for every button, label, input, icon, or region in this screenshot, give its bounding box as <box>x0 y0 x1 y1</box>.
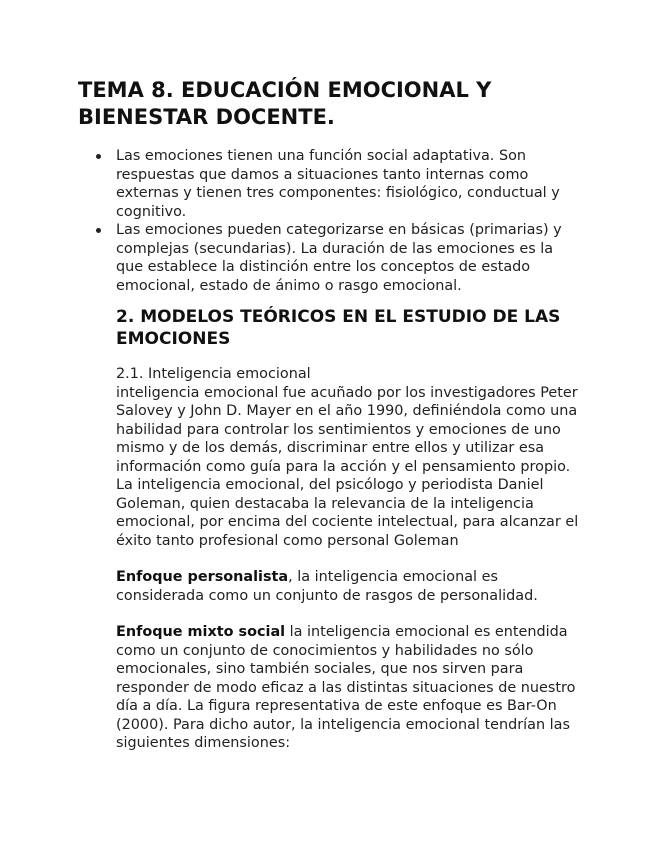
mixto-label: Enfoque mixto social <box>116 624 286 640</box>
mixto-text: la inteligencia emocional es entendida como un conjunto de conocimientos y habilidades no sólo emocionales, sino también sociales, que nos sirven para responder de modo eficaz a las distintas situaciones de nuestro día a día. La figura representativa de este enfoque es Bar-On (2000). Para dicho autor, la inteligencia emocional tendrían las siguientes dimensiones: <box>116 624 576 751</box>
list-item: Las emociones tienen una función social adaptativa. Son respuestas que damos a situaciones tanto internas como externas y tienen tres componentes: fisiológico, conductual y cognitivo. <box>116 147 576 221</box>
paragraph-mixto <box>116 623 581 753</box>
personalista-text: , la inteligencia emocional es considerada como un conjunto de rasgos de personalidad. <box>116 569 538 604</box>
document-title: TEMA 8. EDUCACIÓN EMOCIONAL Y BIENESTAR DOCENTE. <box>78 78 492 129</box>
section-heading: 2. MODELOS TEÓRICOS EN EL ESTUDIO DE LAS EMOCIONES <box>116 307 561 349</box>
paragraph-goleman: La inteligencia emocional, del psicólogo y periodista Daniel Goleman, quien destacaba la relevancia de la inteligencia emocional, por encima del cociente intelectual, para alcanzar el éxito tanto profesional como personal Goleman <box>116 477 579 549</box>
paragraph-personalista <box>116 568 581 605</box>
subsection-title: 2.1. Inteligencia emocional <box>116 366 311 382</box>
section-body <box>116 365 581 753</box>
list-item: Las emociones pueden categorizarse en básicas (primarias) y complejas (secundarias). La duración de las emociones es la que establece la distinción entre los conceptos de estado emocional, estado de ánimo o rasgo emocional. <box>116 221 576 295</box>
personalista-label: Enfoque personalista <box>116 569 289 585</box>
paragraph-definition: inteligencia emocional fue acuñado por los investigadores Peter Salovey y John D. Mayer en el año 1990, definiéndola como una habilidad para controlar los sentimientos y emociones de uno mismo y de los demás, discriminar entre ellos y utilizar esa información como guía para la acción y el pensamiento propio. <box>116 384 578 475</box>
bullet-list <box>116 147 576 295</box>
